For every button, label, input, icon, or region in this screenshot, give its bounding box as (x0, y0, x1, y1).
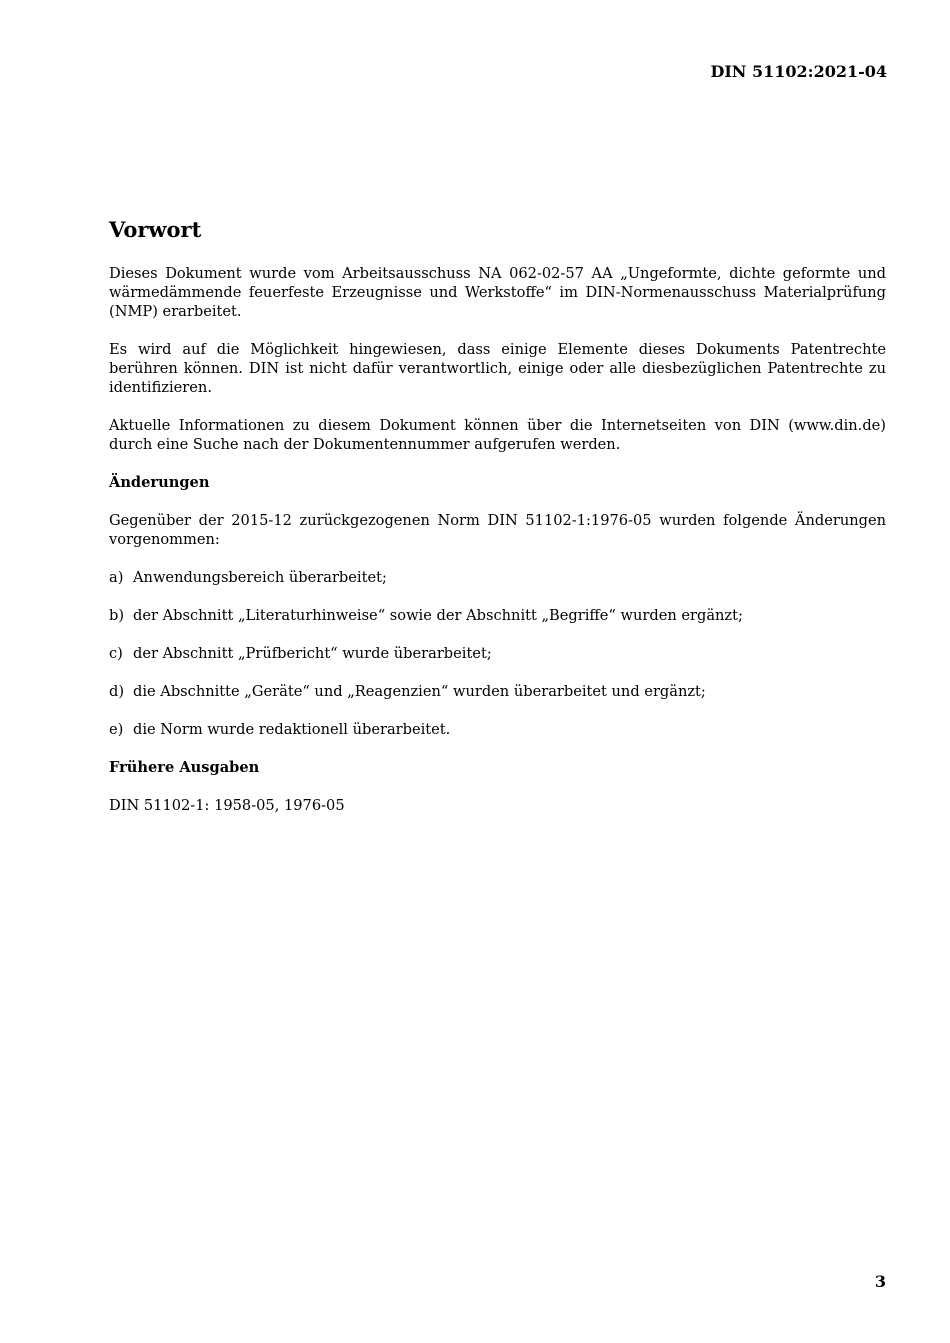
list-item (109, 568, 886, 587)
changes-list (109, 568, 886, 739)
page-number: 3 (874, 1272, 886, 1291)
list-marker: b) (109, 607, 125, 624)
list-marker: c) (109, 645, 123, 662)
changes-heading: Änderungen (109, 474, 210, 491)
document-id: DIN 51102:2021-04 (710, 62, 887, 81)
previous-editions-heading: Frühere Ausgaben (109, 759, 260, 776)
paragraph-committee: Dieses Dokument wurde vom Arbeitsausschuss NA 062-02-57 AA „Ungeformte, dichte geformte und wärmedämmende feuerfeste Erzeugnisse und Werkstoffe“ im DIN-Normenausschuss Materialprüfung (NMP) erarbeitet. (109, 265, 886, 320)
previous-editions-text: DIN 51102-1: 1958-05, 1976-05 (109, 797, 345, 814)
list-item (109, 644, 886, 663)
list-item (109, 682, 886, 701)
list-item (109, 720, 886, 739)
list-item-text: der Abschnitt „Prüfbericht“ wurde überarbeitet; (133, 645, 492, 662)
paragraph-patent-notice: Es wird auf die Möglichkeit hingewiesen, dass einige Elemente dieses Dokuments Patentrechte berühren können. DIN ist nicht dafür verantwortlich, einige oder alle diesbezüglichen Patentrechte zu identifizieren. (109, 341, 886, 396)
list-item (109, 606, 886, 625)
changes-intro: Gegenüber der 2015-12 zurückgezogenen Norm DIN 51102-1:1976-05 wurden folgende Änderungen vorgenommen: (109, 512, 886, 548)
document-body (109, 216, 886, 834)
list-item-text: die Abschnitte „Geräte“ und „Reagenzien“ wurden überarbeitet und ergänzt; (133, 683, 706, 700)
paragraph-current-info: Aktuelle Informationen zu diesem Dokument können über die Internetseiten von DIN (www.din.de) durch eine Suche nach der Dokumentennummer aufgerufen werden. (109, 417, 886, 453)
list-marker: d) (109, 683, 125, 700)
list-item-text: Anwendungsbereich überarbeitet; (133, 569, 387, 586)
list-marker: a) (109, 569, 124, 586)
list-marker: e) (109, 721, 124, 738)
page-title: Vorwort (109, 217, 202, 242)
list-item-text: die Norm wurde redaktionell überarbeitet. (133, 721, 451, 738)
list-item-text: der Abschnitt „Literaturhinweise“ sowie der Abschnitt „Begriffe“ wurden ergänzt; (133, 607, 743, 624)
